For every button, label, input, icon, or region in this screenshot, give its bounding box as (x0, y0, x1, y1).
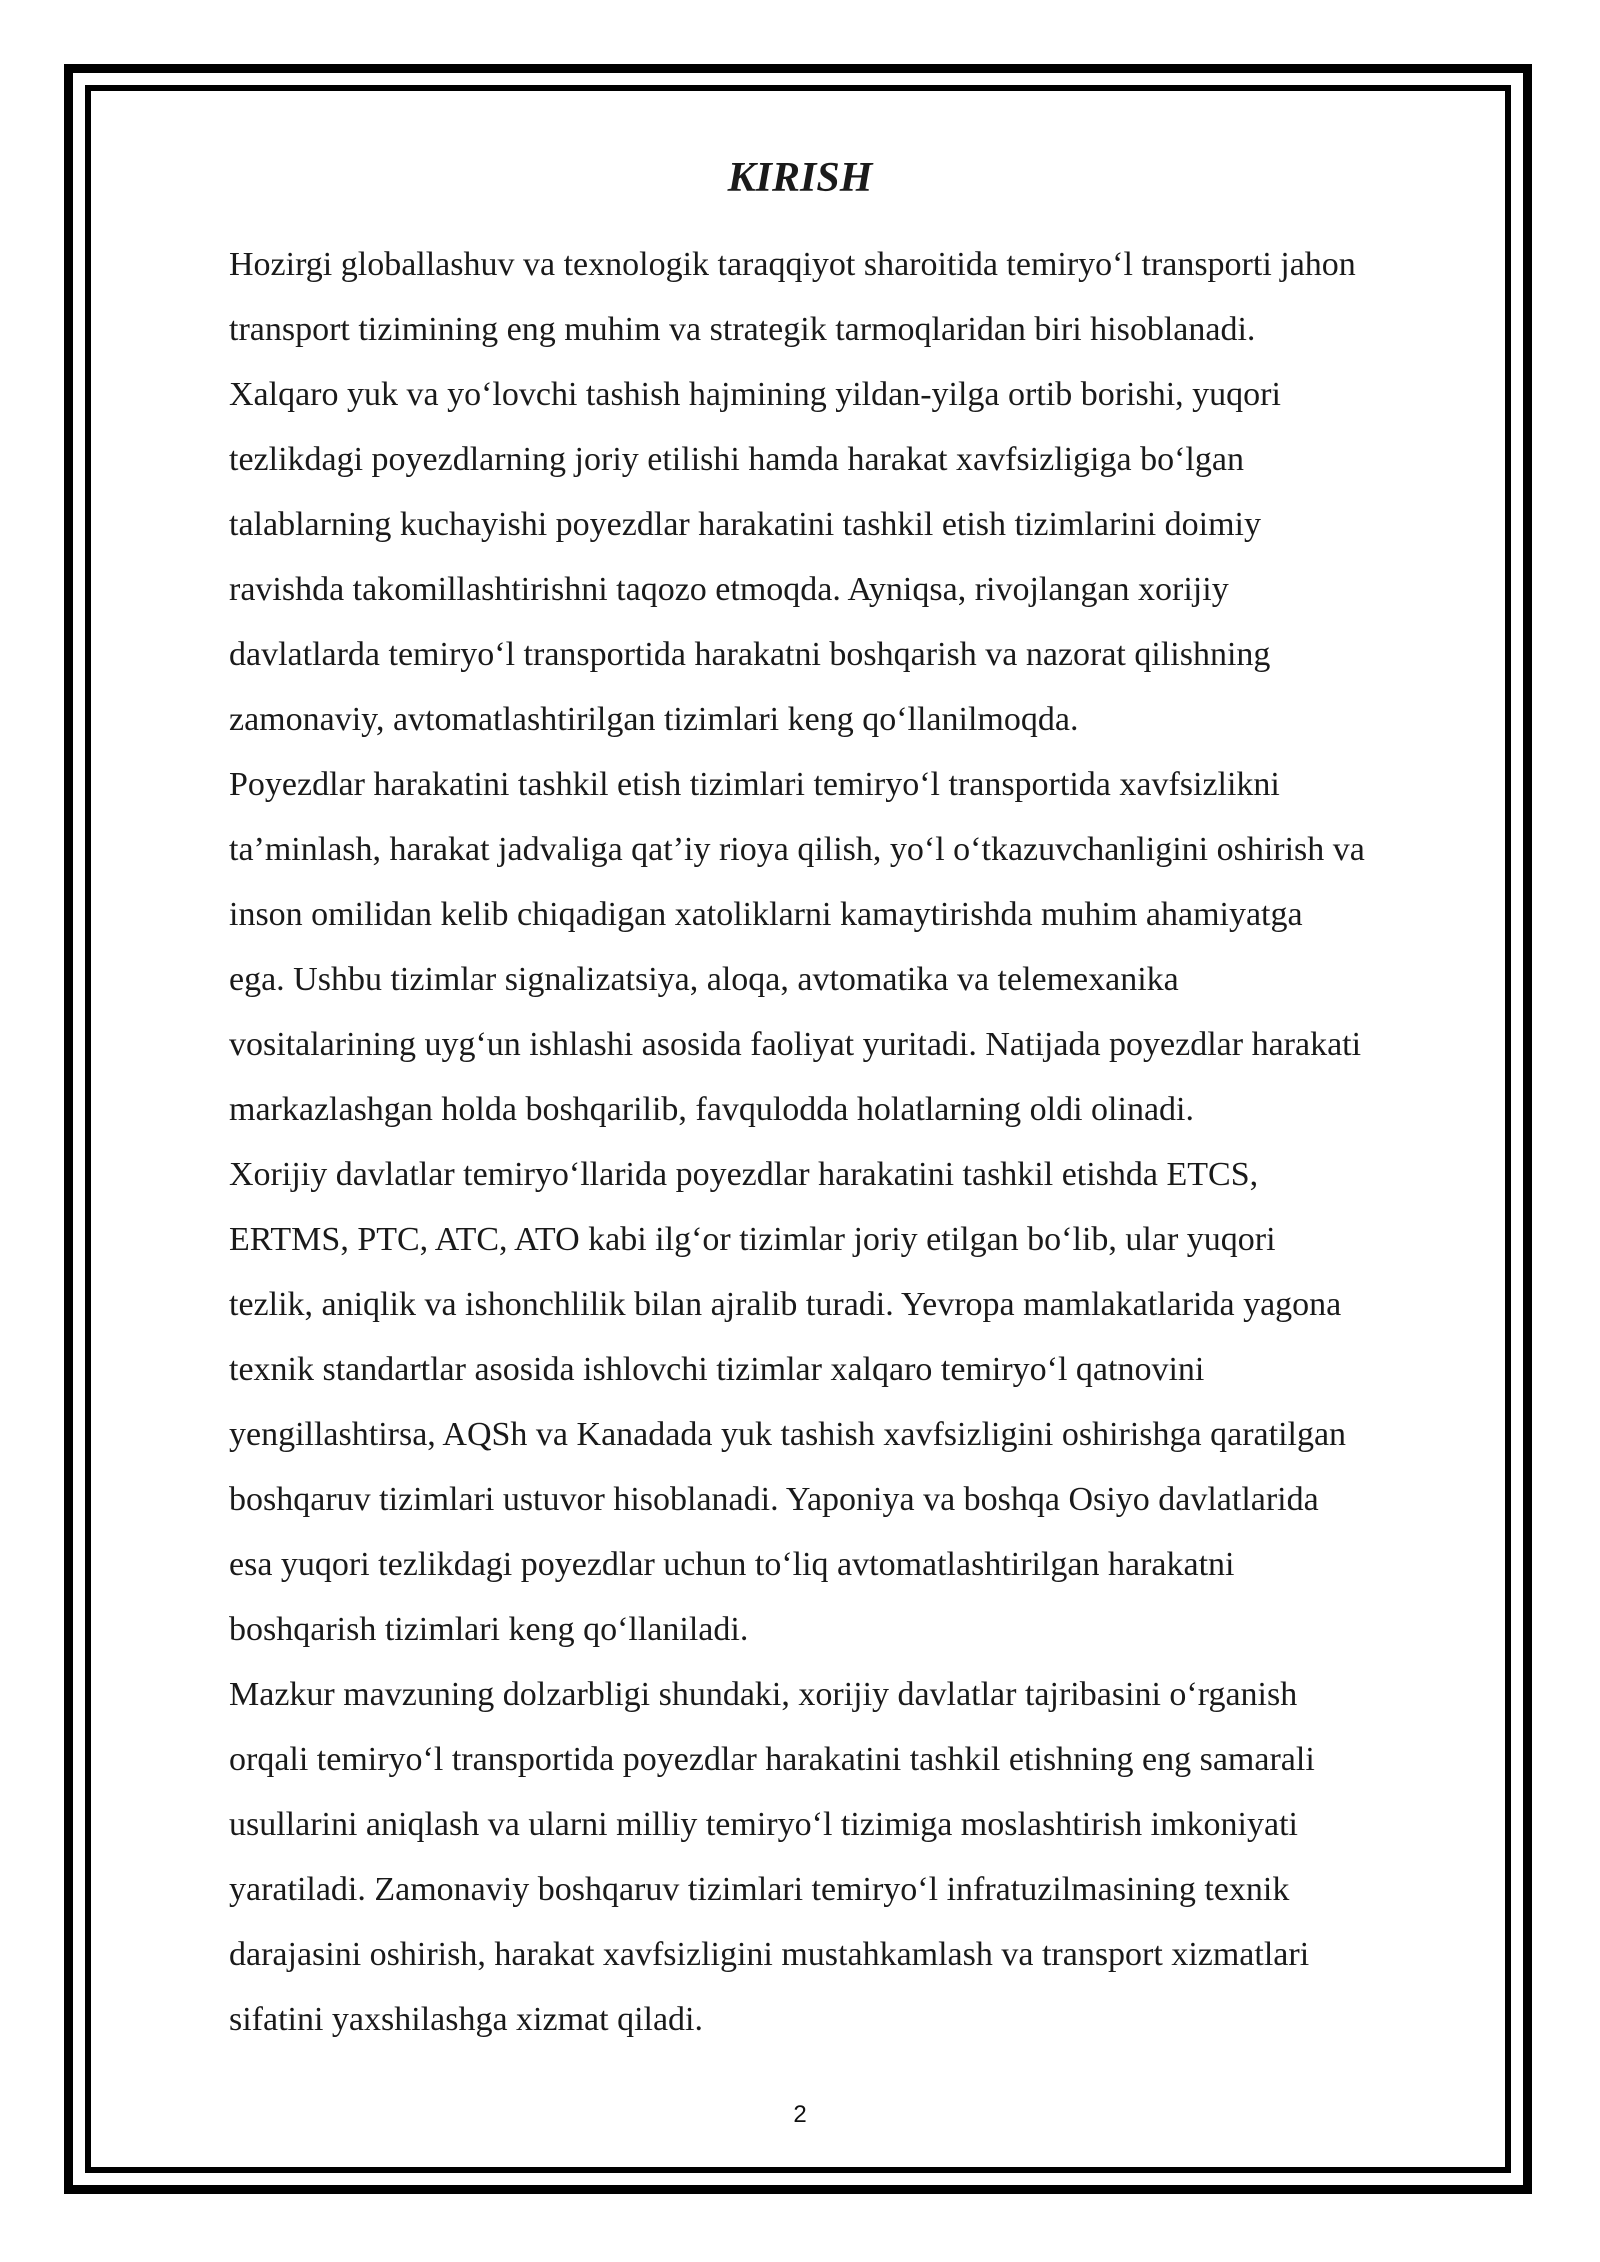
text-line: yengillashtirsa, AQSh va Kanadada yuk tashish xavfsizligini oshirishga qaratilgan (229, 1416, 1347, 1453)
text-line: transport tizimining eng muhim va strategik tarmoqlaridan biri hisoblanadi. (229, 311, 1256, 348)
text-line: inson omilidan kelib chiqadigan xatoliklarni kamaytirishda muhim ahamiyatga (229, 896, 1303, 933)
text-line: ega. Ushbu tizimlar signalizatsiya, aloqa, avtomatika va telemexanika (229, 961, 1179, 998)
text-line: orqali temiryo‘l transportida poyezdlar harakatini tashkil etishning eng samarali (229, 1741, 1315, 1778)
text-line: zamonaviy, avtomatlashtirilgan tizimlari keng qo‘llanilmoqda. (229, 701, 1079, 738)
text-line: Poyezdlar harakatini tashkil etish tizimlari temiryo‘l transportida xavfsizlikni (229, 766, 1280, 803)
text-line: usullarini aniqlash va ularni milliy temiryo‘l tizimiga moslashtirish imkoniyati (229, 1806, 1298, 1843)
text-line: Xorijiy davlatlar temiryo‘llarida poyezdlar harakatini tashkil etishda ETCS, (229, 1156, 1259, 1193)
text-line: ravishda takomillashtirishni taqozo etmoqda. Ayniqsa, rivojlangan xorijiy (229, 571, 1229, 608)
text-line: davlatlarda temiryo‘l transportida harakatni boshqarish va nazorat qilishning (229, 636, 1271, 673)
text-line: darajasini oshirish, harakat xavfsizligini mustahkamlash va transport xizmatlari (229, 1936, 1310, 1973)
text-line: markazlashgan holda boshqarilib, favqulodda holatlarning oldi olinadi. (229, 1091, 1194, 1128)
text-line: texnik standartlar asosida ishlovchi tizimlar xalqaro temiryo‘l qatnovini (229, 1351, 1205, 1388)
text-line: Mazkur mavzuning dolzarbligi shundaki, xorijiy davlatlar tajribasini o‘rganish (229, 1676, 1298, 1713)
text-line: tezlikdagi poyezdlarning joriy etilishi hamda harakat xavfsizligiga bo‘lgan (229, 441, 1244, 478)
text-line: Xalqaro yuk va yo‘lovchi tashish hajmining yildan-yilga ortib borishi, yuqori (229, 376, 1281, 413)
page-number: 2 (793, 2101, 807, 2128)
text-line: ERTMS, PTC, ATC, ATO kabi ilg‘or tizimlar joriy etilgan bo‘lib, ular yuqori (229, 1221, 1276, 1258)
body-text (229, 232, 1529, 2052)
text-line: yaratiladi. Zamonaviy boshqaruv tizimlari temiryo‘l infratuzilmasining texnik (229, 1871, 1290, 1908)
text-line: vositalarining uyg‘un ishlashi asosida faoliyat yuritadi. Natijada poyezdlar harakati (229, 1026, 1362, 1063)
text-line: Hozirgi globallashuv va texnologik taraqqiyot sharoitida temiryo‘l transporti jahon (229, 246, 1356, 283)
text-line: tezlik, aniqlik va ishonchlilik bilan ajralib turadi. Yevropa mamlakatlarida yagona (229, 1286, 1342, 1323)
text-line: boshqarish tizimlari keng qo‘llaniladi. (229, 1611, 749, 1648)
section-title: KIRISH (727, 155, 873, 201)
text-line: boshqaruv tizimlari ustuvor hisoblanadi. Yaponiya va boshqa Osiyo davlatlarida (229, 1481, 1319, 1518)
text-line: sifatini yaxshilashga xizmat qiladi. (229, 2001, 704, 2038)
text-line: esa yuqori tezlikdagi poyezdlar uchun to‘liq avtomatlashtirilgan harakatni (229, 1546, 1235, 1583)
text-line: talablarning kuchayishi poyezdlar harakatini tashkil etish tizimlarini doimiy (229, 506, 1262, 543)
text-line: ta’minlash, harakat jadvaliga qat’iy rioya qilish, yo‘l o‘tkazuvchanligini oshirish va (229, 831, 1365, 868)
